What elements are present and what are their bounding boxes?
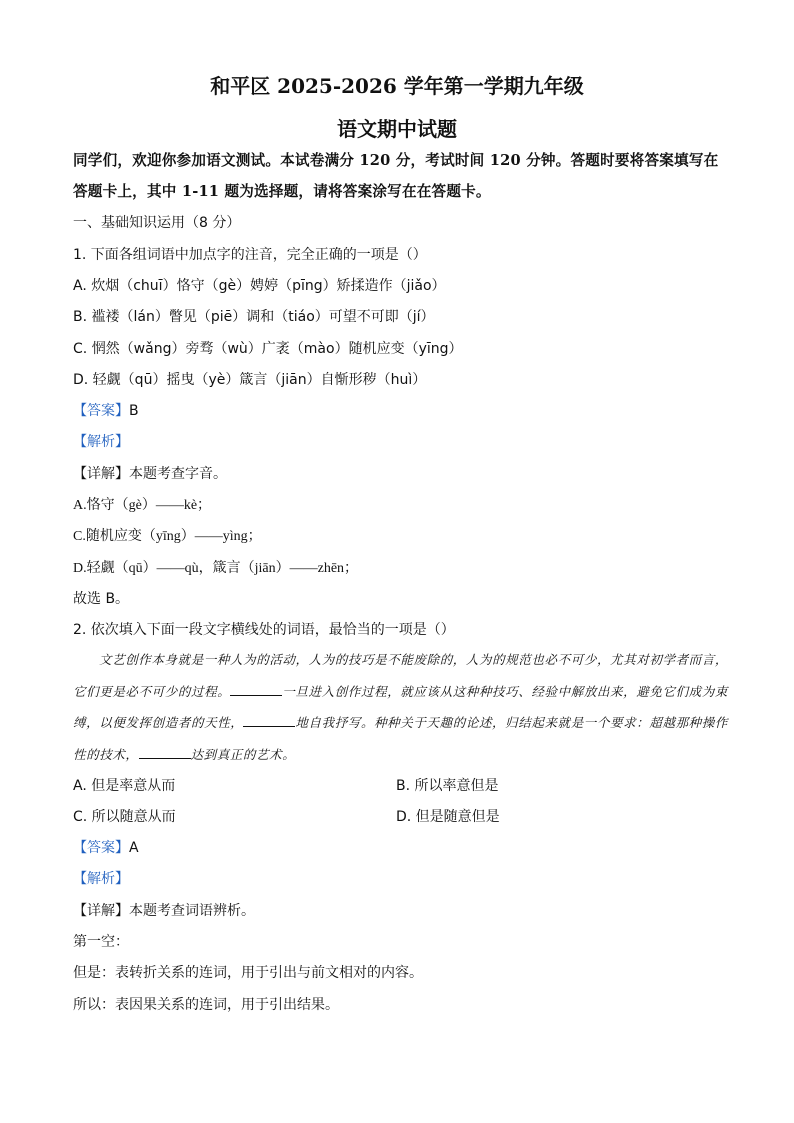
question-2-stem: 2. 依次填入下面一段文字横线处的词语，最恰当的一项是（） [73, 622, 455, 638]
q1-conclusion: 故选 B。 [73, 591, 130, 607]
exam-subtitle: 语文期中试题 [337, 117, 457, 141]
q1-option-b: B. 褴褛（lán）瞥见（piē）调和（tiáo）可望不可即（jí） [73, 309, 435, 325]
q2-option-a: A. 但是率意从而 [73, 778, 176, 794]
q2-detail [73, 900, 255, 920]
q1-explain-c: C.随机应变（yīng）——yìng； [73, 529, 262, 544]
q2-passage [73, 644, 728, 770]
passage-part-4: 达到真正的艺术。 [190, 746, 296, 762]
q2-analysis [73, 868, 129, 888]
q2-explain-but: 但是：表转折关系的连词，用于引出与前文相对的内容。 [73, 965, 423, 981]
q2-answer [73, 837, 139, 857]
q1-option-c: C. 惘然（wǎng）旁骛（wù）广袤（mào）随机应变（yīng） [73, 341, 463, 357]
blank-3 [139, 746, 191, 759]
passage-part-2: 一旦进入创作过程，就应该从这种种技巧、经验中解放出来，避免它们成为束缚，以便发挥创造者的天性， [73, 683, 729, 730]
analysis-tag: 【解析】 [73, 871, 129, 887]
answer-tag: 【答案】 [73, 403, 129, 419]
blank-2 [243, 714, 295, 727]
q2-option-d: D. 但是随意但是 [396, 809, 500, 825]
q2-option-b: B. 所以率意但是 [396, 778, 499, 794]
detail-text: 本题考查字音。 [129, 466, 227, 482]
passage-part-3: 地自我抒写。种种关于天趣的论述，归结起来就是一个要求：超越那种操作性的技术， [73, 715, 728, 762]
passage-part-1: 文艺创作本身就是一种人为的活动，人为的技巧是不能废除的，人为的规范也必不可少，尤其对初学者而言，它们更是必不可少的过程。 [73, 652, 728, 699]
analysis-tag: 【解析】 [73, 434, 129, 450]
question-1-stem: 1. 下面各组词语中加点字的注音，完全正确的一项是（） [73, 247, 427, 263]
detail-tag: 【详解】 [73, 466, 129, 482]
q1-analysis [73, 431, 129, 451]
exam-instructions: 同学们，欢迎你参加语文测试。本试卷满分 120 分，考试时间 120 分钟。答题时要将答案填写在答题卡上，其中 1-11 题为选择题，请将答案涂写在在答题卡。 [73, 152, 719, 200]
answer-value: A [129, 840, 139, 856]
q1-explain-a: A.恪守（gè）——kè； [73, 498, 212, 513]
q1-option-d: D. 轻觑（qū）摇曳（yè）箴言（jiān）自惭形秽（huì） [73, 372, 427, 388]
answer-value: B [129, 403, 139, 419]
exam-title: 和平区 2025-2026 学年第一学期九年级 [210, 74, 584, 98]
q1-option-a: A. 炊烟（chuī）恪守（gè）娉婷（pīng）矫揉造作（jiǎo） [73, 278, 446, 294]
detail-tag: 【详解】 [73, 903, 129, 919]
q2-explain-so: 所以：表因果关系的连词，用于引出结果。 [73, 997, 339, 1013]
q1-explain-d: D.轻觑（qū）——qù，箴言（jiān）——zhēn； [73, 561, 359, 576]
answer-tag: 【答案】 [73, 840, 129, 856]
q2-option-c: C. 所以随意从而 [73, 809, 176, 825]
detail-text: 本题考查词语辨析。 [129, 903, 255, 919]
blank-1 [230, 683, 282, 696]
q1-detail [73, 463, 227, 483]
section-heading: 一、基础知识运用（8 分） [73, 215, 241, 231]
q1-answer [73, 400, 139, 420]
q2-explain-heading: 第一空： [73, 934, 129, 950]
